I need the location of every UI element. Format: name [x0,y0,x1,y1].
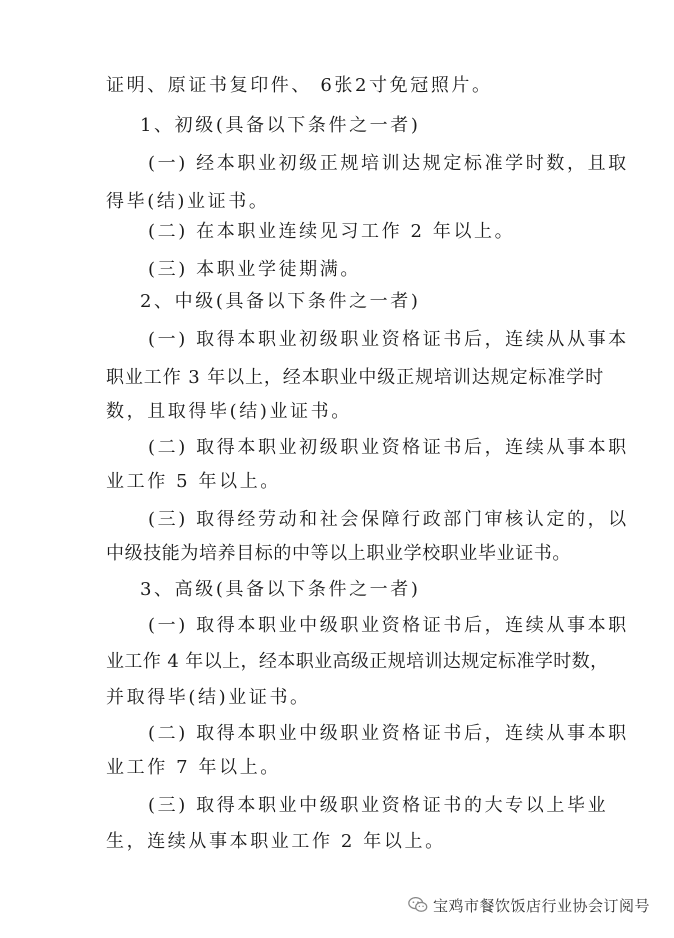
text-line: (三) 取得本职业中级职业资格证书的大专以上毕业 [148,795,609,816]
watermark-text: 宝鸡市餐饮饭店行业协会订阅号 [432,896,650,915]
text-line: (一) 经本职业初级正规培训达规定标准学时数，且取 [148,153,629,174]
text-line: 业工作 4 年以上，经本职业高级正规培训达规定标准学时数， [106,651,609,672]
text-line: 职业工作 3 年以上，经本职业中级正规培训达规定标准学时 [106,367,605,388]
text-line: (二) 取得本职业初级职业资格证书后，连续从事本职 [148,437,629,458]
text-line: (三) 本职业学徒期满。 [148,259,361,280]
section-heading: 3、高级(具备以下条件之一者) [140,579,421,600]
text-line: 证明、原证书复印件、 6张2寸免冠照片。 [106,75,493,96]
text-line: 得毕(结)业证书。 [106,191,270,212]
text-line: 业工作 7 年以上。 [106,757,281,778]
section-heading: 2、中级(具备以下条件之一者) [140,291,421,312]
text-line: 并取得毕(结)业证书。 [106,687,311,708]
text-line: 中级技能为培养目标的中等以上职业学校职业毕业证书。 [106,543,571,564]
wechat-icon [407,894,429,916]
text-line: 数，且取得毕(结)业证书。 [106,401,352,422]
text-line: (二) 在本职业连续见习工作 2 年以上。 [148,221,516,242]
text-line: 生，连续从事本职业工作 2 年以上。 [106,831,446,852]
watermark [407,894,650,916]
text-line: (三) 取得经劳动和社会保障行政部门审核认定的，以 [148,509,629,530]
text-line: (一) 取得本职业初级职业资格证书后，连续从从事本 [148,329,629,350]
text-line: 业工作 5 年以上。 [106,471,281,492]
text-line: (一) 取得本职业中级职业资格证书后，连续从事本职 [148,615,629,636]
text-line: (二) 取得本职业中级职业资格证书后，连续从事本职 [148,723,629,744]
section-heading: 1、初级(具备以下条件之一者) [140,115,421,136]
